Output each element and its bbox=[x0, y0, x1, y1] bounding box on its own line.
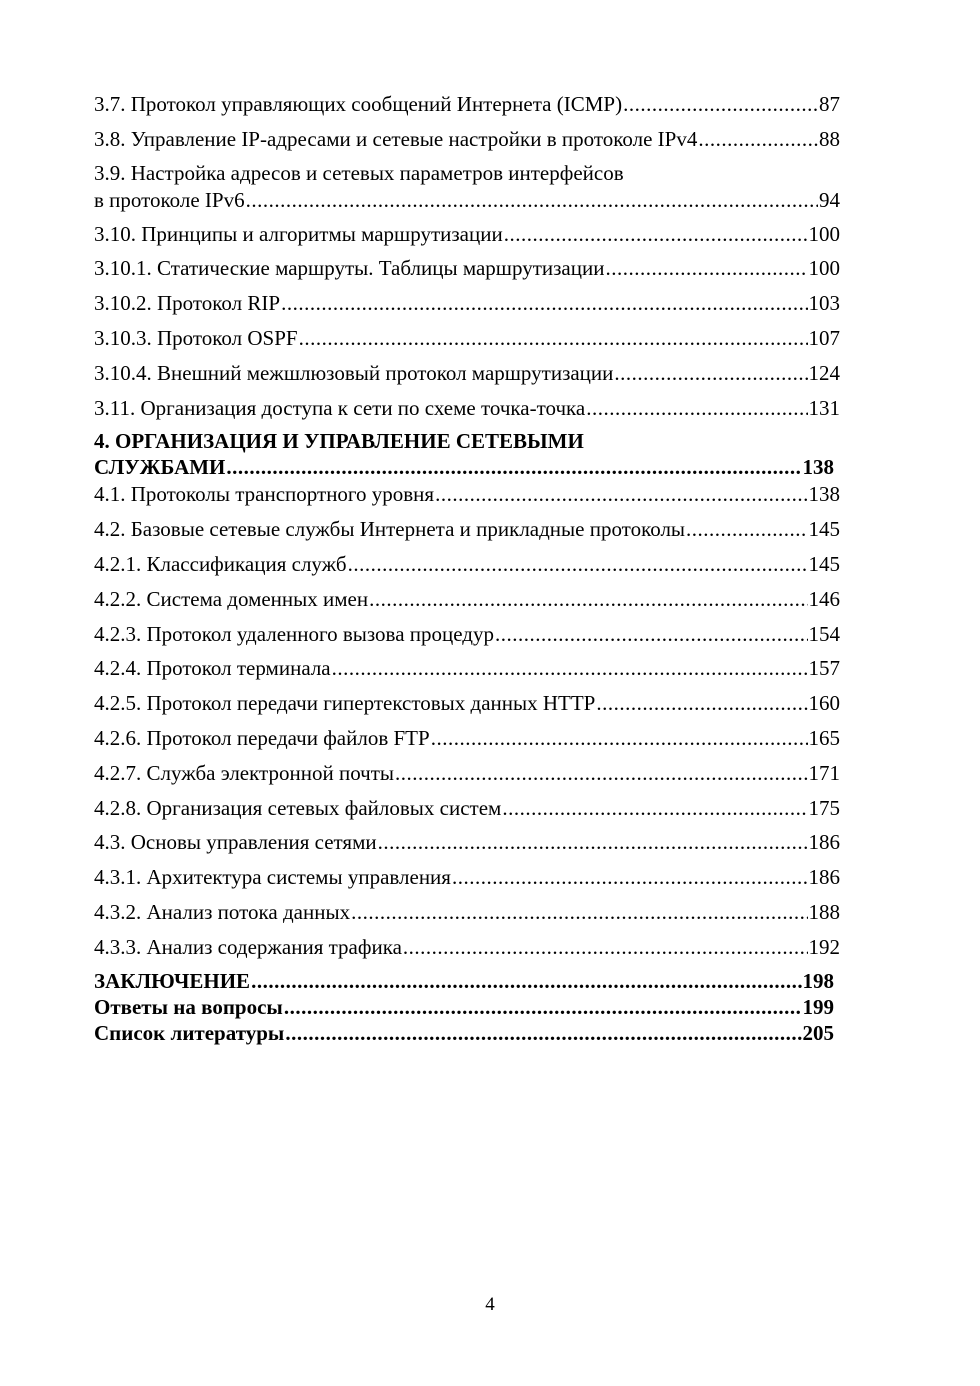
toc-entry-title: 4.1. Протоколы транспортного уровня bbox=[94, 482, 435, 507]
toc-entry-page: 165 bbox=[808, 725, 840, 750]
toc-entry-4-2-2[interactable] bbox=[94, 585, 840, 614]
toc-entry-title: ЗАКЛЮЧЕНИЕ bbox=[94, 968, 251, 993]
toc-entry-3-10-1[interactable] bbox=[94, 254, 840, 283]
toc-entry-page: 138 bbox=[802, 455, 834, 480]
toc-entry-3-8[interactable] bbox=[94, 125, 840, 154]
toc-entry-page: 198 bbox=[802, 968, 834, 993]
toc-entry-title: Список литературы bbox=[94, 1020, 285, 1045]
toc-entry-title: 4.2.7. Служба электронной почты bbox=[94, 760, 394, 785]
toc-entry-page: 138 bbox=[808, 482, 840, 507]
toc-entry-page: 199 bbox=[802, 994, 834, 1019]
dot-leader bbox=[502, 794, 807, 823]
dot-leader bbox=[332, 654, 808, 683]
toc-entry-title: 4.2.3. Протокол удаленного вызова процедур bbox=[94, 621, 494, 646]
toc-entry-page: 100 bbox=[808, 256, 840, 281]
toc-entry-page: 186 bbox=[808, 830, 840, 855]
dot-leader bbox=[395, 759, 808, 788]
toc-entry-title: 3.10.3. Протокол OSPF bbox=[94, 325, 298, 350]
dot-leader bbox=[285, 1020, 801, 1046]
toc-entry-4-2-6[interactable] bbox=[94, 724, 840, 753]
toc-entry-page: 171 bbox=[808, 760, 840, 785]
dot-leader bbox=[351, 898, 807, 927]
toc-entry-title: 4.2.4. Протокол терминала bbox=[94, 656, 331, 681]
dot-leader bbox=[251, 968, 801, 994]
dot-leader bbox=[299, 324, 808, 353]
toc-entry-title: 4.2.6. Протокол передачи файлов FTP bbox=[94, 725, 430, 750]
toc-entry-page: 87 bbox=[819, 92, 840, 116]
dot-leader bbox=[369, 585, 807, 614]
toc-entry-title: 4.2.5. Протокол передачи гипертекстовых данных HTTP bbox=[94, 691, 596, 716]
toc-entry-page: 186 bbox=[808, 865, 840, 890]
toc-entry-3-9[interactable] bbox=[94, 160, 840, 214]
toc-chapter-title-line1: 4. ОРГАНИЗАЦИЯ И УПРАВЛЕНИЕ СЕТЕВЫМИ bbox=[94, 429, 584, 454]
dot-leader bbox=[586, 394, 807, 423]
page-number: 4 bbox=[485, 1294, 495, 1315]
toc-entry-conclusion[interactable] bbox=[94, 968, 834, 994]
toc-entry-title: 4.3. Основы управления сетями bbox=[94, 830, 377, 855]
toc-entry-3-11[interactable] bbox=[94, 394, 840, 423]
toc-entry-page: 192 bbox=[808, 934, 840, 959]
toc-entry-title: 3.8. Управление IP-адресами и сетевые настройки в протоколе IPv4 bbox=[94, 126, 698, 151]
toc-entry-4-3[interactable] bbox=[94, 828, 840, 857]
toc-entry-page: 205 bbox=[802, 1020, 834, 1045]
dot-leader bbox=[281, 289, 807, 318]
toc-entry-references[interactable] bbox=[94, 1020, 834, 1046]
dot-leader bbox=[698, 125, 818, 154]
toc-entry-3-7[interactable] bbox=[94, 90, 840, 119]
dot-leader bbox=[605, 254, 807, 283]
toc-entry-title-line2: в протоколе IPv6 bbox=[94, 187, 245, 212]
toc-entry-answers[interactable] bbox=[94, 994, 834, 1020]
toc-entry-page: 94 bbox=[819, 187, 840, 212]
dot-leader bbox=[452, 863, 808, 892]
toc-entry-title: Ответы на вопросы bbox=[94, 994, 283, 1019]
dot-leader bbox=[284, 994, 802, 1020]
toc-entry-page: 154 bbox=[808, 621, 840, 646]
toc-entry-title: 4.2.1. Классификация служб bbox=[94, 551, 347, 576]
dot-leader bbox=[686, 515, 807, 544]
dot-leader bbox=[435, 480, 807, 509]
toc-entry-4-1[interactable] bbox=[94, 480, 840, 509]
toc-entry-4-3-2[interactable] bbox=[94, 898, 840, 927]
dot-leader bbox=[431, 724, 808, 753]
toc-entry-4-2[interactable] bbox=[94, 515, 840, 544]
toc-entry-page: 100 bbox=[808, 221, 840, 246]
table-of-contents bbox=[94, 90, 840, 1046]
toc-entry-title: 4.3.1. Архитектура системы управления bbox=[94, 865, 451, 890]
toc-entry-title: 3.10. Принципы и алгоритмы маршрутизации bbox=[94, 221, 503, 246]
toc-entry-title: 4.2.2. Система доменных имен bbox=[94, 586, 369, 611]
toc-entry-3-10-3[interactable] bbox=[94, 324, 840, 353]
toc-entry-4-2-8[interactable] bbox=[94, 794, 840, 823]
toc-entry-page: 88 bbox=[819, 126, 840, 151]
toc-entry-page: 124 bbox=[808, 360, 840, 385]
toc-entry-4-2-5[interactable] bbox=[94, 689, 840, 718]
toc-entry-4-2-3[interactable] bbox=[94, 620, 840, 649]
toc-entry-title: 3.11. Организация доступа к сети по схеме точка-точка bbox=[94, 395, 586, 420]
toc-entry-title: 3.7. Протокол управляющих сообщений Интернета (ICMP) bbox=[94, 92, 623, 116]
toc-entry-page: 131 bbox=[808, 395, 840, 420]
dot-leader bbox=[623, 90, 818, 119]
toc-entry-page: 146 bbox=[808, 586, 840, 611]
toc-entry-page: 107 bbox=[808, 325, 840, 350]
toc-chapter-4[interactable] bbox=[94, 428, 834, 480]
toc-entry-title: 3.10.4. Внешний межшлюзовый протокол маршрутизации bbox=[94, 360, 614, 385]
dot-leader bbox=[504, 220, 808, 249]
toc-entry-4-3-3[interactable] bbox=[94, 933, 840, 962]
dot-leader bbox=[596, 689, 807, 718]
toc-entry-title: 3.10.1. Статические маршруты. Таблицы маршрутизации bbox=[94, 256, 605, 281]
dot-leader bbox=[614, 359, 807, 388]
toc-entry-title-line1: 3.9. Настройка адресов и сетевых параметров интерфейсов bbox=[94, 160, 624, 185]
toc-entry-page: 145 bbox=[808, 517, 840, 542]
dot-leader bbox=[226, 454, 801, 480]
dot-leader bbox=[403, 933, 808, 962]
toc-entry-page: 145 bbox=[808, 551, 840, 576]
toc-entry-title: 4.3.3. Анализ содержания трафика bbox=[94, 934, 402, 959]
dot-leader bbox=[495, 620, 808, 649]
toc-entry-page: 157 bbox=[808, 656, 840, 681]
toc-entry-4-3-1[interactable] bbox=[94, 863, 840, 892]
toc-entry-page: 175 bbox=[808, 795, 840, 820]
dot-leader bbox=[378, 828, 808, 857]
toc-entry-page: 103 bbox=[808, 291, 840, 316]
toc-entry-3-10-4[interactable] bbox=[94, 359, 840, 388]
toc-entry-title: 4.3.2. Анализ потока данных bbox=[94, 899, 351, 924]
toc-entry-4-2-1[interactable] bbox=[94, 550, 840, 579]
toc-entry-page: 160 bbox=[808, 691, 840, 716]
toc-entry-page: 188 bbox=[808, 899, 840, 924]
toc-entry-title: 4.2.8. Организация сетевых файловых систем bbox=[94, 795, 502, 820]
dot-leader bbox=[348, 550, 808, 579]
toc-chapter-title-line2: СЛУЖБАМИ bbox=[94, 455, 226, 480]
dot-leader bbox=[246, 187, 818, 214]
toc-back-matter bbox=[94, 968, 834, 1046]
toc-entry-4-2-4[interactable] bbox=[94, 654, 840, 683]
toc-entry-3-10-2[interactable] bbox=[94, 289, 840, 318]
toc-entry-4-2-7[interactable] bbox=[94, 759, 840, 788]
toc-entry-3-10[interactable] bbox=[94, 220, 840, 249]
toc-entry-title: 4.2. Базовые сетевые службы Интернета и прикладные протоколы bbox=[94, 517, 686, 542]
toc-entry-title: 3.10.2. Протокол RIP bbox=[94, 291, 281, 316]
